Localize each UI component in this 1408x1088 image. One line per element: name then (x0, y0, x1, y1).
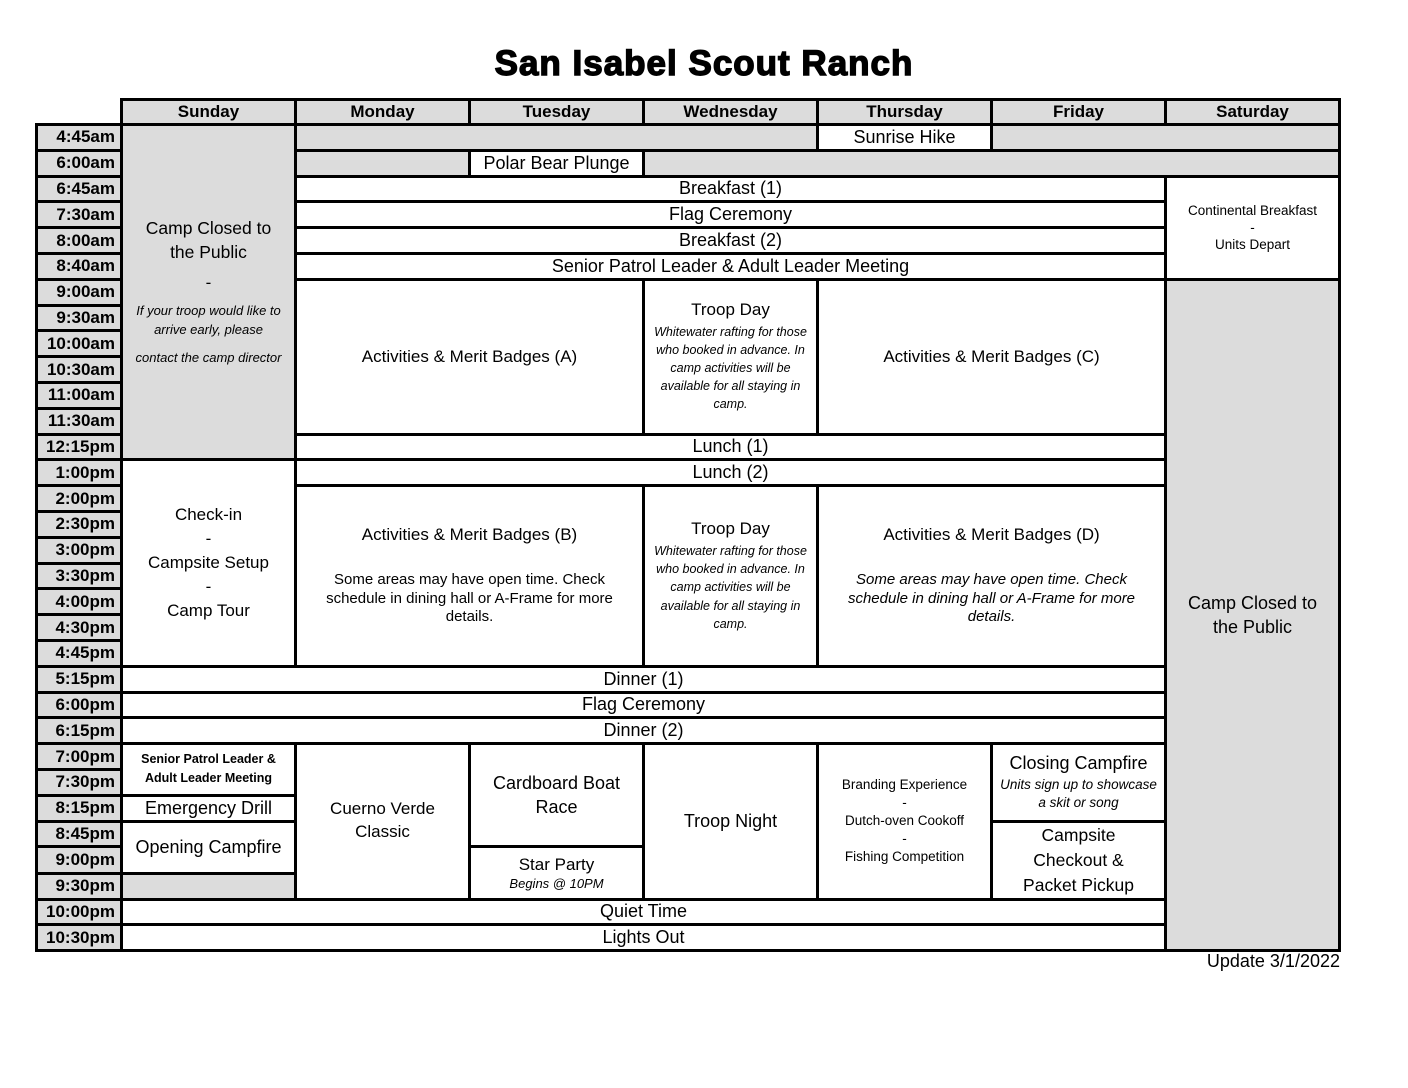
time-label: 2:30pm (37, 511, 122, 537)
troop-day-pm-note: Whitewater rafting for those who booked in advance. In camp activities will be available for all staying in camp. (654, 544, 807, 631)
continental-line1: Continental Breakfast (1187, 203, 1318, 219)
cell-cardboard-boat-race (470, 744, 644, 847)
fishing-competition-label: Fishing Competition (844, 849, 965, 865)
star-party-note: Begins @ 10PM (509, 875, 604, 891)
troop-day-am-note: Whitewater rafting for those who booked in advance. In camp activities will be available for all staying in camp. (654, 324, 807, 412)
day-header-tuesday: Tuesday (470, 100, 644, 125)
cell-dinner-1: Dinner (1) (122, 666, 1166, 692)
cell-blank-930pm-sunday (122, 873, 296, 899)
time-label: 3:30pm (37, 563, 122, 589)
cell-blank-600-mon (296, 150, 470, 176)
check-in-line1: Check-in (174, 505, 243, 525)
schedule-table (35, 98, 1341, 952)
cell-emergency-drill: Emergency Drill (122, 795, 296, 821)
cell-breakfast-1: Breakfast (1) (296, 176, 1166, 202)
star-party-title: Star Party (518, 854, 595, 874)
day-header-saturday: Saturday (1166, 100, 1340, 125)
time-label: 9:00am (37, 279, 122, 305)
camp-closed-sunday-dash: - (205, 272, 212, 292)
cell-troop-day-am (644, 279, 818, 434)
activities-d-title: Activities & Merit Badges (D) (883, 524, 1100, 544)
troop-day-pm-title: Troop Day (691, 519, 770, 539)
time-label: 8:15pm (37, 795, 122, 821)
time-label: 4:00pm (37, 589, 122, 615)
time-label: 11:30am (37, 408, 122, 434)
camp-closed-sunday-note2: contact the camp director (135, 349, 282, 365)
cell-dinner-2: Dinner (2) (122, 718, 1166, 744)
day-header-monday: Monday (296, 100, 470, 125)
time-label: 6:00am (37, 150, 122, 176)
cell-blank-early-mon-wed (296, 125, 818, 151)
activities-d-note: Some areas may have open time. Check schedule in dining hall or A-Frame for more details. (847, 570, 1136, 626)
time-label: 7:30am (37, 202, 122, 228)
campsite-checkout-label: Campsite Checkout & Packet Pickup (1023, 824, 1134, 895)
time-label: 10:30pm (37, 925, 122, 951)
cell-thursday-night (818, 744, 992, 899)
time-label: 9:30am (37, 305, 122, 331)
time-label: 6:00pm (37, 692, 122, 718)
cell-camp-closed-saturday (1166, 279, 1340, 950)
cell-camp-closed-sunday (122, 125, 296, 460)
thursday-night-dash1: - (902, 795, 907, 811)
time-label: 8:00am (37, 228, 122, 254)
cell-flag-ceremony-am: Flag Ceremony (296, 202, 1166, 228)
cell-sunrise-hike: Sunrise Hike (818, 125, 992, 151)
day-header-sunday: Sunday (122, 100, 296, 125)
cell-breakfast-2: Breakfast (2) (296, 228, 1166, 254)
time-label: 10:00pm (37, 899, 122, 925)
time-label: 1:00pm (37, 460, 122, 486)
time-label: 10:30am (37, 357, 122, 383)
time-label: 9:30pm (37, 873, 122, 899)
cell-troop-day-pm (644, 486, 818, 667)
check-in-dash1: - (205, 529, 212, 549)
time-label: 10:00am (37, 331, 122, 357)
update-note: Update 3/1/2022 (1206, 951, 1340, 971)
cell-blank-600-wed-sat (644, 150, 1340, 176)
cell-campsite-checkout (992, 821, 1166, 899)
cardboard-boat-race-label: Cardboard Boat Race (492, 772, 621, 818)
page-title: San Isabel Scout Ranch (494, 44, 914, 83)
cell-activities-b (296, 486, 644, 667)
time-label: 4:45am (37, 125, 122, 151)
continental-line3: Units Depart (1214, 237, 1291, 253)
activities-b-title: Activities & Merit Badges (B) (361, 524, 578, 544)
branding-experience-label: Branding Experience (841, 777, 968, 793)
cell-spl-meeting-pm (122, 744, 296, 796)
cell-continental-breakfast (1166, 176, 1340, 279)
camp-closed-sunday-note1: If your troop would like to arrive early, please (136, 302, 281, 338)
cell-activities-c: Activities & Merit Badges (C) (818, 279, 1166, 434)
day-header-row (37, 100, 1340, 125)
time-label: 7:00pm (37, 744, 122, 770)
time-label: 6:45am (37, 176, 122, 202)
camp-closed-sunday-title: Camp Closed to the Public (145, 218, 272, 262)
cell-activities-a: Activities & Merit Badges (A) (296, 279, 644, 434)
time-label: 8:40am (37, 253, 122, 279)
time-label: 3:00pm (37, 537, 122, 563)
spl-meeting-pm-label: Senior Patrol Leader & Adult Leader Meeting (141, 752, 276, 786)
continental-dash: - (1250, 220, 1255, 236)
cell-polar-bear-plunge: Polar Bear Plunge (470, 150, 644, 176)
camp-closed-saturday-label: Camp Closed to the Public (1187, 592, 1318, 637)
check-in-line3: Camp Tour (167, 601, 250, 621)
time-label: 4:30pm (37, 615, 122, 641)
time-label: 9:00pm (37, 847, 122, 873)
cell-closing-campfire (992, 744, 1166, 821)
cell-quiet-time: Quiet Time (122, 899, 1166, 925)
time-label: 4:45pm (37, 640, 122, 666)
cell-flag-ceremony-pm: Flag Ceremony (122, 692, 1166, 718)
time-label: 7:30pm (37, 769, 122, 795)
time-label: 8:45pm (37, 821, 122, 847)
time-label: 12:15pm (37, 434, 122, 460)
day-header-thursday: Thursday (818, 100, 992, 125)
activities-b-note: Some areas may have open time. Check schedule in dining hall or A-Frame for more details. (326, 570, 613, 626)
cell-spl-meeting-am: Senior Patrol Leader & Adult Leader Meeting (296, 253, 1166, 279)
cell-cuerno-verde-classic (296, 744, 470, 899)
time-label: 2:00pm (37, 486, 122, 512)
thursday-night-dash2: - (902, 831, 907, 847)
cell-troop-night: Troop Night (644, 744, 818, 899)
cell-lunch-1: Lunch (1) (296, 434, 1166, 460)
cell-check-in (122, 460, 296, 666)
time-label: 5:15pm (37, 666, 122, 692)
cell-star-party (470, 847, 644, 899)
cell-lunch-2: Lunch (2) (296, 460, 1166, 486)
time-label: 11:00am (37, 382, 122, 408)
cell-opening-campfire: Opening Campfire (122, 821, 296, 873)
day-header-friday: Friday (992, 100, 1166, 125)
closing-campfire-note: Units sign up to showcase a skit or song (1000, 777, 1157, 810)
check-in-line2: Campsite Setup (148, 553, 269, 573)
check-in-dash2: - (205, 577, 212, 597)
troop-day-am-title: Troop Day (691, 299, 770, 319)
dutch-oven-cookoff-label: Dutch-oven Cookoff (844, 813, 965, 829)
time-label: 6:15pm (37, 718, 122, 744)
closing-campfire-title: Closing Campfire (1009, 753, 1148, 774)
cuerno-verde-label: Cuerno Verde Classic (330, 799, 435, 842)
day-header-wednesday: Wednesday (644, 100, 818, 125)
corner-spacer (37, 100, 122, 125)
cell-activities-d (818, 486, 1166, 667)
cell-blank-early-fri-sat (992, 125, 1340, 151)
cell-lights-out: Lights Out (122, 925, 1166, 951)
